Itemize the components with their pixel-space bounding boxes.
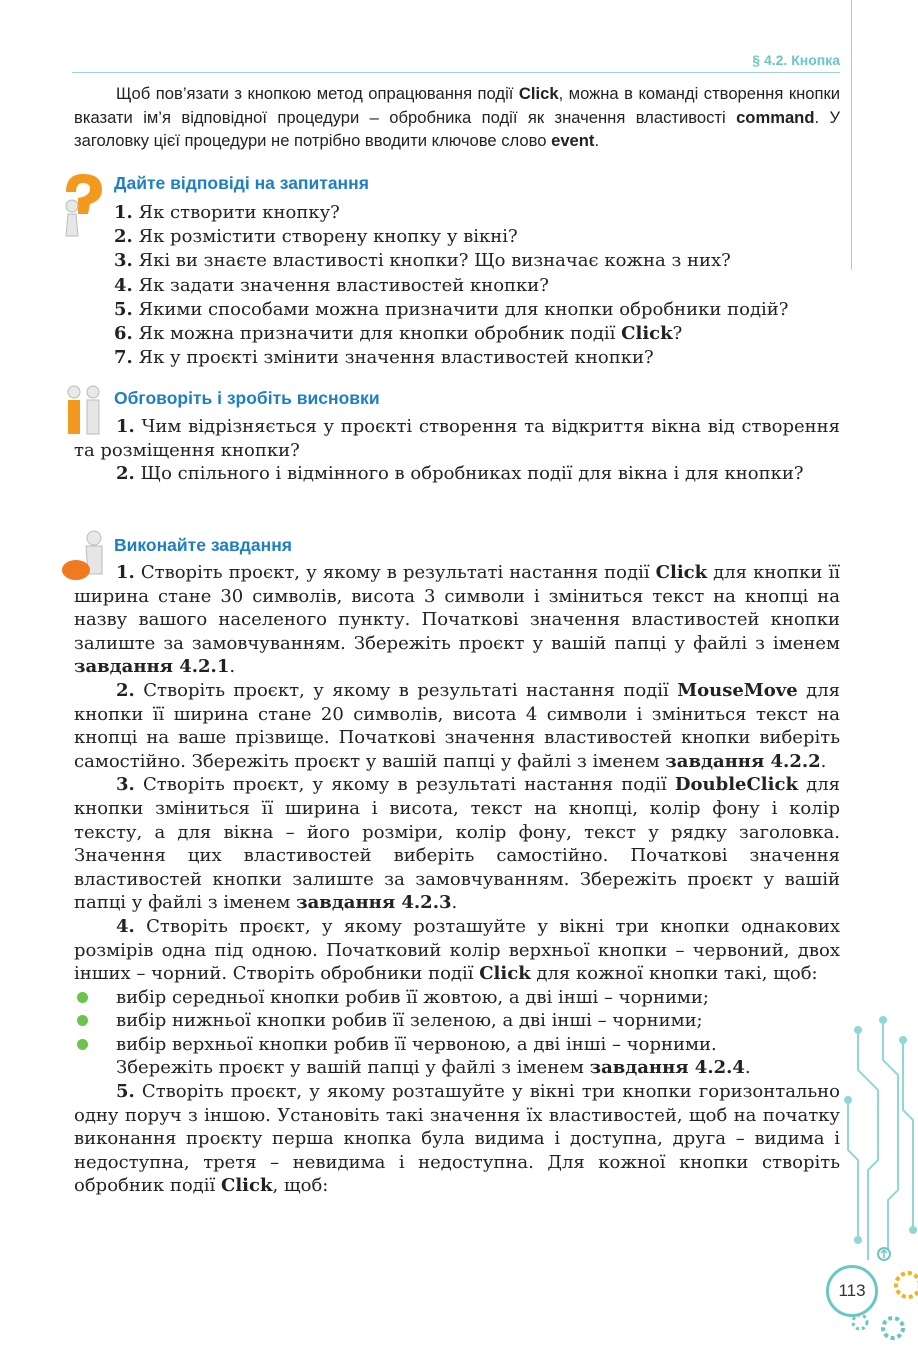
question-mark-figure-icon <box>58 170 108 240</box>
list-item: 2. Як розмістити створену кнопку у вікні? <box>114 226 518 248</box>
task-item: 1. Створіть проєкт, у якому в результаті настання події Click для кнопки її ширина стане 30 символів, висота 3 символи і зміниться текст на кнопці на назву вашого населеного пункту. Початкові значення властивостей кнопки залиште за замовчуванням. Збережіть проєкт у вашій папці у файлі з іменем завдання 4.2.1. <box>74 562 840 678</box>
task-item: 2. Створіть проєкт, у якому в результаті настання події MouseMove для кнопки її ширина стане 20 символів, висота 4 символи і зміниться текст на кнопці на ваше прізвище. Початкові значення властивостей кнопки виберіть самостійно. Збережіть проєкт у вашій папці у файлі з іменем завдання 4.2.2. <box>74 679 840 772</box>
list-item: 4. Як задати значення властивостей кнопки? <box>114 274 549 296</box>
tasks-section <box>74 561 840 1198</box>
list-item: 7. Як у проєкті змінити значення властивостей кнопки? <box>114 347 654 369</box>
list-item: 5. Якими способами можна призначити для кнопки обробники подій? <box>114 298 789 320</box>
page-number: 113 <box>826 1265 878 1317</box>
task-item: 5. Створіть проєкт, у якому розташуйте у вікні три кнопки горизонтально одну поруч з іншою. Установіть такі значення їх властивостей, щоб на початку виконання проєкту перша кнопка була видима і доступна, друга – видима і недоступна, третя – невидима і недоступна. Для кожної кнопки створіть обробник події Click, щоб: <box>74 1081 840 1197</box>
task-item: 3. Створіть проєкт, у якому в результаті настання події DoubleClick для кнопки зміниться її ширина і висота, текст на кнопці, колір фону і колір тексту, а для вікна – його розміри, колір фону, текст у рядку заголовка. Значення цих властивостей виберіть самостійно. Початкові значення властивостей кнопки залиште за замовчуванням. Збережіть проєкт у вашій папці у файлі з іменем завдання 4.2.3. <box>74 774 840 914</box>
task-4-bullets <box>74 986 840 1057</box>
list-item: вибір середньої кнопки робив її жовтою, а дві інші – чорними; <box>74 986 840 1010</box>
bullet-dot <box>77 1015 88 1026</box>
discuss-item: 1. Чим відрізняється у проєкті створення та відкриття вікна від створення та розміщення кнопки? <box>74 416 840 461</box>
intro-paragraph: Щоб пов’язати з кнопкою метод опрацювання події Click, можна в команді створення кнопки вказати ім’я відповідної процедури – обробника події як значення властивості command. У заголовку цієї процедури не потрібно вводити ключове слово event. <box>74 84 840 150</box>
discuss-section <box>74 415 840 486</box>
list-item: вибір верхньої кнопки робив її червоною, а дві інші – чорними. <box>74 1033 840 1057</box>
questions-heading: Дайте відповіді на запитання <box>114 173 369 193</box>
questions-list <box>114 201 788 370</box>
section-header: § 4.2. Кнопка <box>752 52 840 68</box>
bullet-dot <box>77 1039 88 1050</box>
bullet-dot <box>77 992 88 1003</box>
discuss-item: 2. Що спільного і відмінного в обробниках події для вікна і для кнопки? <box>116 463 804 485</box>
tasks-heading: Виконайте завдання <box>114 535 292 555</box>
list-item: вибір нижньої кнопки робив її зеленою, а дві інші – чорними; <box>74 1009 840 1033</box>
margin-line <box>851 0 852 270</box>
task-4-save: Збережіть проєкт у вашій папці у файлі з іменем завдання 4.2.4. <box>116 1057 751 1079</box>
list-item: 1. Як створити кнопку? <box>114 202 340 223</box>
list-item: 3. Які ви знаєте властивості кнопки? Що визначає кожна з них? <box>114 250 731 272</box>
discuss-heading: Обговоріть і зробіть висновки <box>114 388 380 408</box>
list-item: 6. Як можна призначити для кнопки обробник події Click? <box>114 323 683 345</box>
task-item: 4. Створіть проєкт, у якому розташуйте у вікні три кнопки однакових розмірів одна під одною. Початковий колір верхньої кнопки – червоний, двох інших – чорний. Створіть обробники події Click для кожної кнопки такі, щоб: <box>74 915 840 985</box>
header-divider <box>72 72 840 73</box>
